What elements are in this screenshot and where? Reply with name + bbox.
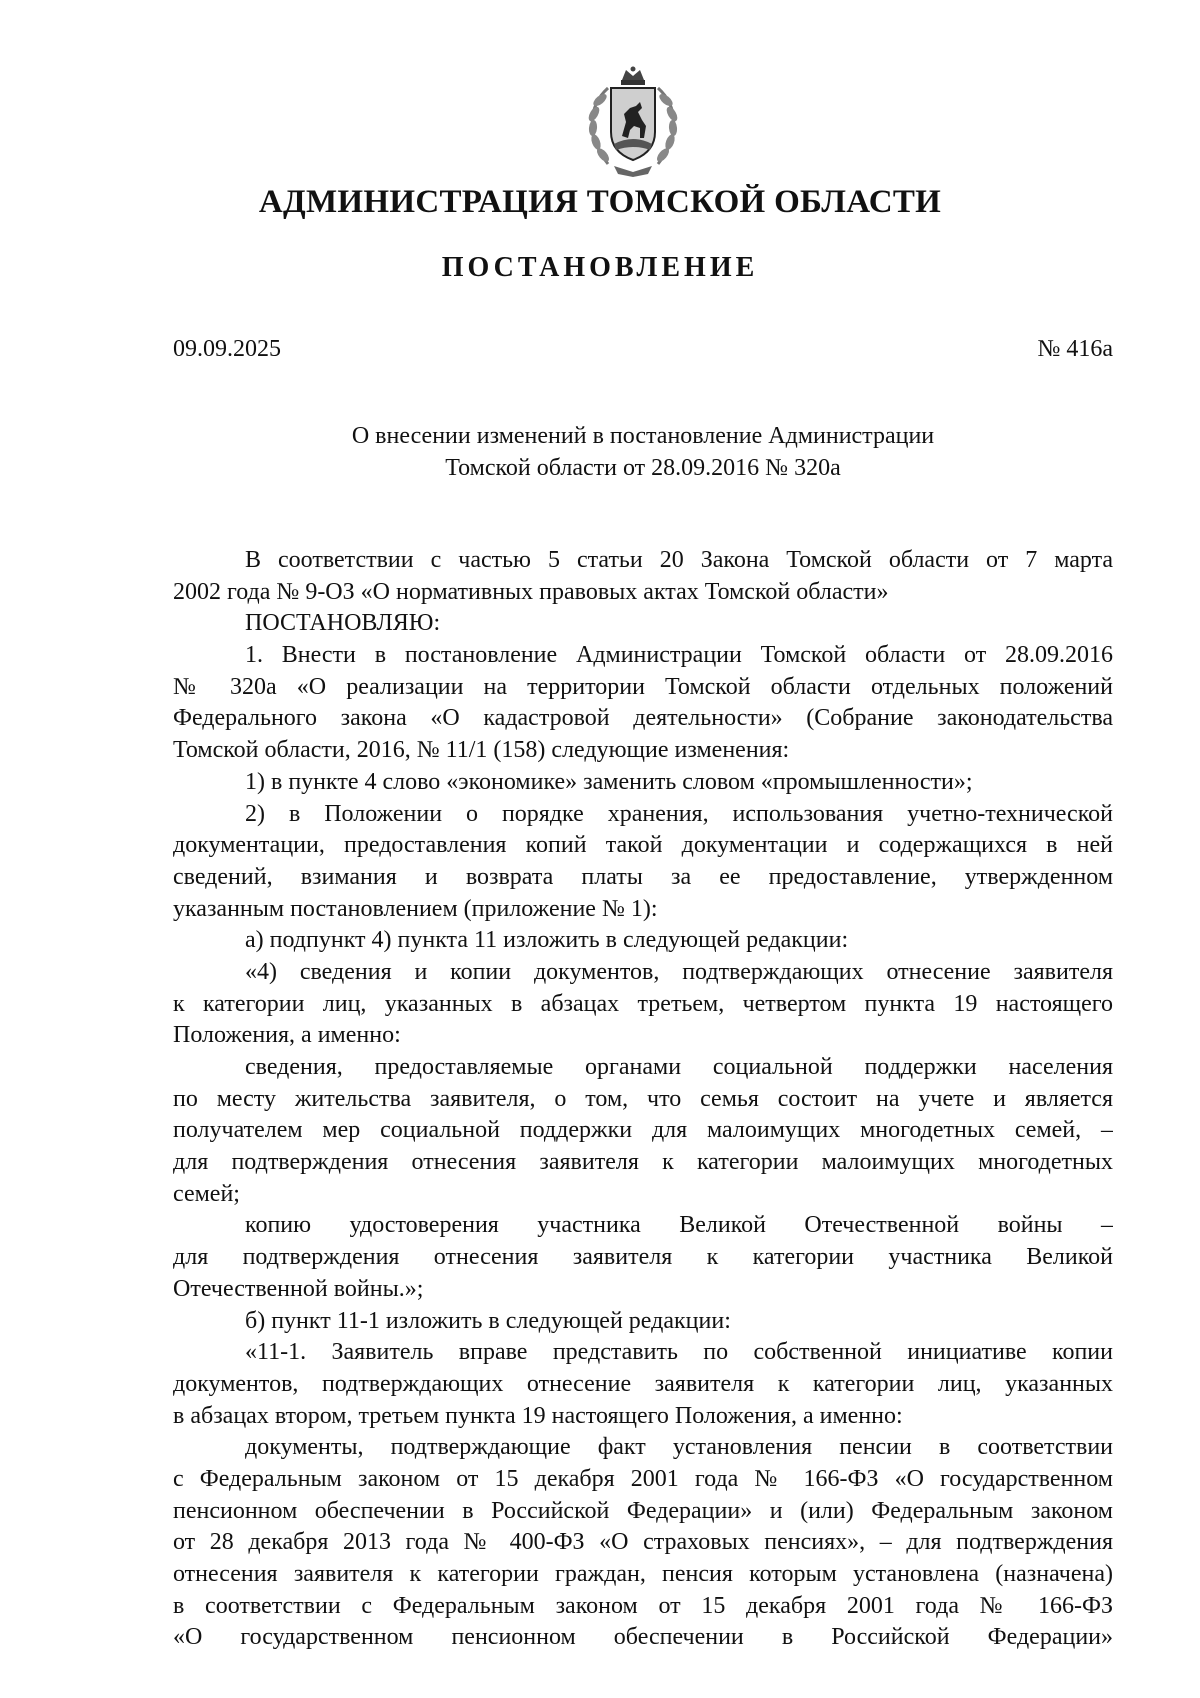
- organization-title: АДМИНИСТРАЦИЯ ТОМСКОЙ ОБЛАСТИ: [258, 184, 942, 220]
- tomsk-region-coat-of-arms-icon: [578, 66, 688, 178]
- document-number: № 416а: [1037, 336, 1113, 362]
- body-line: для подтверждения отнесения заявителя к категории малоимущих многодетных: [173, 1149, 1113, 1176]
- body-line: пенсионном обеспечении в Российской Федерации» и (или) Федеральным законом: [173, 1497, 1113, 1524]
- body-line: сведений, взимания и возврата платы за ее предоставление, утвержденном: [173, 863, 1113, 890]
- body-line: для подтверждения отнесения заявителя к категории участника Великой: [173, 1244, 1113, 1271]
- body-line: документации, предоставления копий такой документации и содержащихся в ней: [173, 832, 1113, 859]
- body-line: указанным постановлением (приложение № 1):: [173, 895, 658, 922]
- body-line: к категории лиц, указанных в абзацах третьем, четвертом пункта 19 настоящего: [173, 990, 1113, 1017]
- body-line: Отечественной войны.»;: [173, 1275, 424, 1302]
- body-line: документы, подтверждающие факт установления пенсии в соответствии: [245, 1434, 1113, 1461]
- body-line: по месту жительства заявителя, о том, что семья состоит на учете и является: [173, 1085, 1113, 1112]
- body-line: 1) в пункте 4 слово «экономике» заменить словом «промышленности»;: [245, 768, 973, 795]
- body-line: б) пункт 11-1 изложить в следующей редакции:: [245, 1307, 731, 1334]
- subject-line: О внесении изменений в постановление Администрации: [351, 423, 935, 449]
- body-line: копию удостоверения участника Великой Отечественной войны –: [245, 1212, 1113, 1239]
- body-line: «4) сведения и копии документов, подтверждающих отнесение заявителя: [245, 958, 1113, 985]
- body-line: а) подпункт 4) пункта 11 изложить в следующей редакции:: [245, 927, 849, 954]
- body-line: от 28 декабря 2013 года № 400-ФЗ «О страховых пенсиях», – для подтверждения: [173, 1529, 1113, 1556]
- body-line: в соответствии с Федеральным законом от 15 декабря 2001 года № 166-ФЗ: [173, 1592, 1113, 1619]
- document-body: [173, 545, 1113, 1654]
- document-type: ПОСТАНОВЛЕНИЕ: [441, 252, 759, 283]
- body-line: получателем мер социальной поддержки для малоимущих многодетных семей, –: [173, 1117, 1113, 1144]
- body-line: «О государственном пенсионном обеспечении в Российской Федерации»: [173, 1624, 1113, 1651]
- body-line: 2002 года № 9-ОЗ «О нормативных правовых актах Томской области»: [173, 578, 889, 605]
- body-line: сведения, предоставляемые органами социальной поддержки населения: [245, 1054, 1113, 1080]
- body-line: 1. Внести в постановление Администрации Томской области от 28.09.2016: [245, 642, 1113, 669]
- body-line: отнесения заявителя к категории граждан, пенсия которым установлена (назначена): [173, 1561, 1113, 1587]
- subject-line: Томской области от 28.09.2016 № 320а: [445, 455, 841, 481]
- body-line: в абзацах втором, третьем пункта 19 настоящего Положения, а именно:: [173, 1402, 903, 1429]
- body-line: 2) в Положении о порядке хранения, использования учетно-технической: [245, 800, 1113, 827]
- body-line: с Федеральным законом от 15 декабря 2001 года № 166-ФЗ «О государственном: [173, 1465, 1113, 1492]
- body-line: № 320а «О реализации на территории Томской области отдельных положений: [173, 673, 1113, 700]
- body-line: семей;: [173, 1180, 240, 1207]
- document-subject: [173, 420, 1113, 484]
- document-date: 09.09.2025: [173, 336, 281, 362]
- body-line: Федерального закона «О кадастровой деятельности» (Собрание законодательства: [173, 705, 1113, 732]
- body-line: ПОСТАНОВЛЯЮ:: [245, 610, 441, 637]
- body-line: Положения, а именно:: [173, 1022, 401, 1049]
- body-line: документов, подтверждающих отнесение заявителя к категории лиц, указанных: [173, 1370, 1113, 1397]
- body-line: «11-1. Заявитель вправе представить по собственной инициативе копии: [245, 1339, 1113, 1366]
- body-line: Томской области, 2016, № 11/1 (158) следующие изменения:: [173, 737, 790, 764]
- body-line: В соответствии с частью 5 статьи 20 Закона Томской области от 7 марта: [245, 547, 1113, 573]
